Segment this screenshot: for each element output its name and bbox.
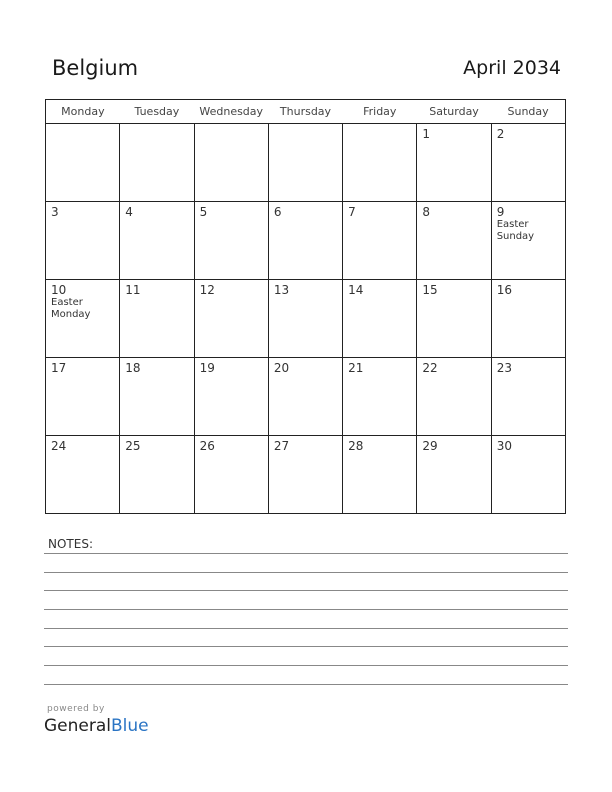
day-cell (491, 358, 565, 436)
day-cell (194, 280, 268, 358)
brand-general: General (44, 716, 111, 736)
week-row (46, 124, 566, 202)
notes-line (44, 646, 568, 647)
month-title: April 2034 (463, 57, 561, 79)
weekday-saturday: Saturday (417, 100, 491, 124)
day-cell (120, 436, 194, 514)
day-number: 25 (125, 439, 141, 453)
day-number: 28 (348, 439, 364, 453)
day-cell (120, 202, 194, 280)
day-cell (417, 124, 491, 202)
day-number: 16 (496, 283, 512, 297)
day-cell (120, 280, 194, 358)
day-cell (268, 280, 342, 358)
weekday-wednesday: Wednesday (194, 100, 268, 124)
day-number: 2 (496, 127, 505, 141)
generalblue-logo[interactable] (44, 716, 149, 736)
day-number: 4 (125, 205, 133, 219)
day-cell (46, 358, 120, 436)
day-cell (46, 280, 120, 358)
notes-line (44, 628, 568, 629)
day-number: 11 (125, 283, 141, 297)
day-number: 23 (496, 361, 512, 375)
week-row (46, 358, 566, 436)
day-cell (417, 436, 491, 514)
day-number: 10 (51, 283, 67, 297)
day-cell (491, 124, 565, 202)
week-row (46, 202, 566, 280)
day-number: 30 (496, 439, 512, 453)
day-number: 1 (422, 127, 431, 141)
weekday-friday: Friday (343, 100, 417, 124)
notes-line (44, 609, 568, 610)
day-number: 29 (422, 439, 438, 453)
day-cell (491, 436, 565, 514)
day-number: 21 (348, 361, 364, 375)
day-number: 9 (496, 205, 505, 219)
day-number: 5 (199, 205, 208, 219)
day-cell (194, 358, 268, 436)
notes-line (44, 684, 568, 685)
weekday-tuesday: Tuesday (120, 100, 194, 124)
day-number: 19 (199, 361, 215, 375)
day-number: 6 (273, 205, 282, 219)
notes-line (44, 665, 568, 666)
day-cell (417, 358, 491, 436)
calendar-grid (45, 99, 566, 514)
day-cell (194, 124, 268, 202)
holiday-label: Easter Sunday (496, 219, 535, 242)
day-cell (417, 202, 491, 280)
powered-by-text: powered by (47, 704, 105, 714)
day-number: 24 (51, 439, 67, 453)
holiday-label: Easter Monday (51, 297, 91, 320)
day-number: 14 (348, 283, 364, 297)
country-title: Belgium (52, 56, 139, 80)
weekday-thursday: Thursday (268, 100, 342, 124)
day-cell (268, 202, 342, 280)
day-number: 20 (273, 361, 290, 375)
week-row (46, 436, 566, 514)
day-cell (343, 280, 417, 358)
notes-line (44, 553, 568, 554)
notes-line (44, 572, 568, 573)
day-cell (120, 358, 194, 436)
day-cell (46, 436, 120, 514)
day-cell (343, 202, 417, 280)
week-row (46, 280, 566, 358)
day-number: 18 (125, 361, 141, 375)
day-cell (194, 202, 268, 280)
day-cell (194, 436, 268, 514)
day-cell (120, 124, 194, 202)
day-number: 15 (422, 283, 438, 297)
day-cell (46, 124, 120, 202)
weekday-monday: Monday (46, 100, 120, 124)
day-number: 27 (273, 439, 290, 453)
day-cell (343, 358, 417, 436)
weekday-sunday: Sunday (491, 100, 565, 124)
day-number: 22 (422, 361, 438, 375)
day-cell (343, 436, 417, 514)
day-cell (268, 124, 342, 202)
day-number: 8 (422, 205, 431, 219)
day-cell (417, 280, 491, 358)
day-cell (268, 436, 342, 514)
day-cell (343, 124, 417, 202)
day-cell (46, 202, 120, 280)
day-number: 3 (51, 205, 59, 219)
day-number: 7 (348, 205, 356, 219)
day-number: 12 (199, 283, 215, 297)
day-number: 17 (51, 361, 67, 375)
day-number: 26 (199, 439, 215, 453)
weekday-header-row (46, 100, 566, 124)
day-cell (491, 280, 565, 358)
brand-blue: Blue (111, 716, 149, 736)
day-number: 13 (273, 283, 290, 297)
notes-label: NOTES: (48, 537, 93, 551)
notes-line (44, 590, 568, 591)
day-cell (268, 358, 342, 436)
day-cell (491, 202, 565, 280)
